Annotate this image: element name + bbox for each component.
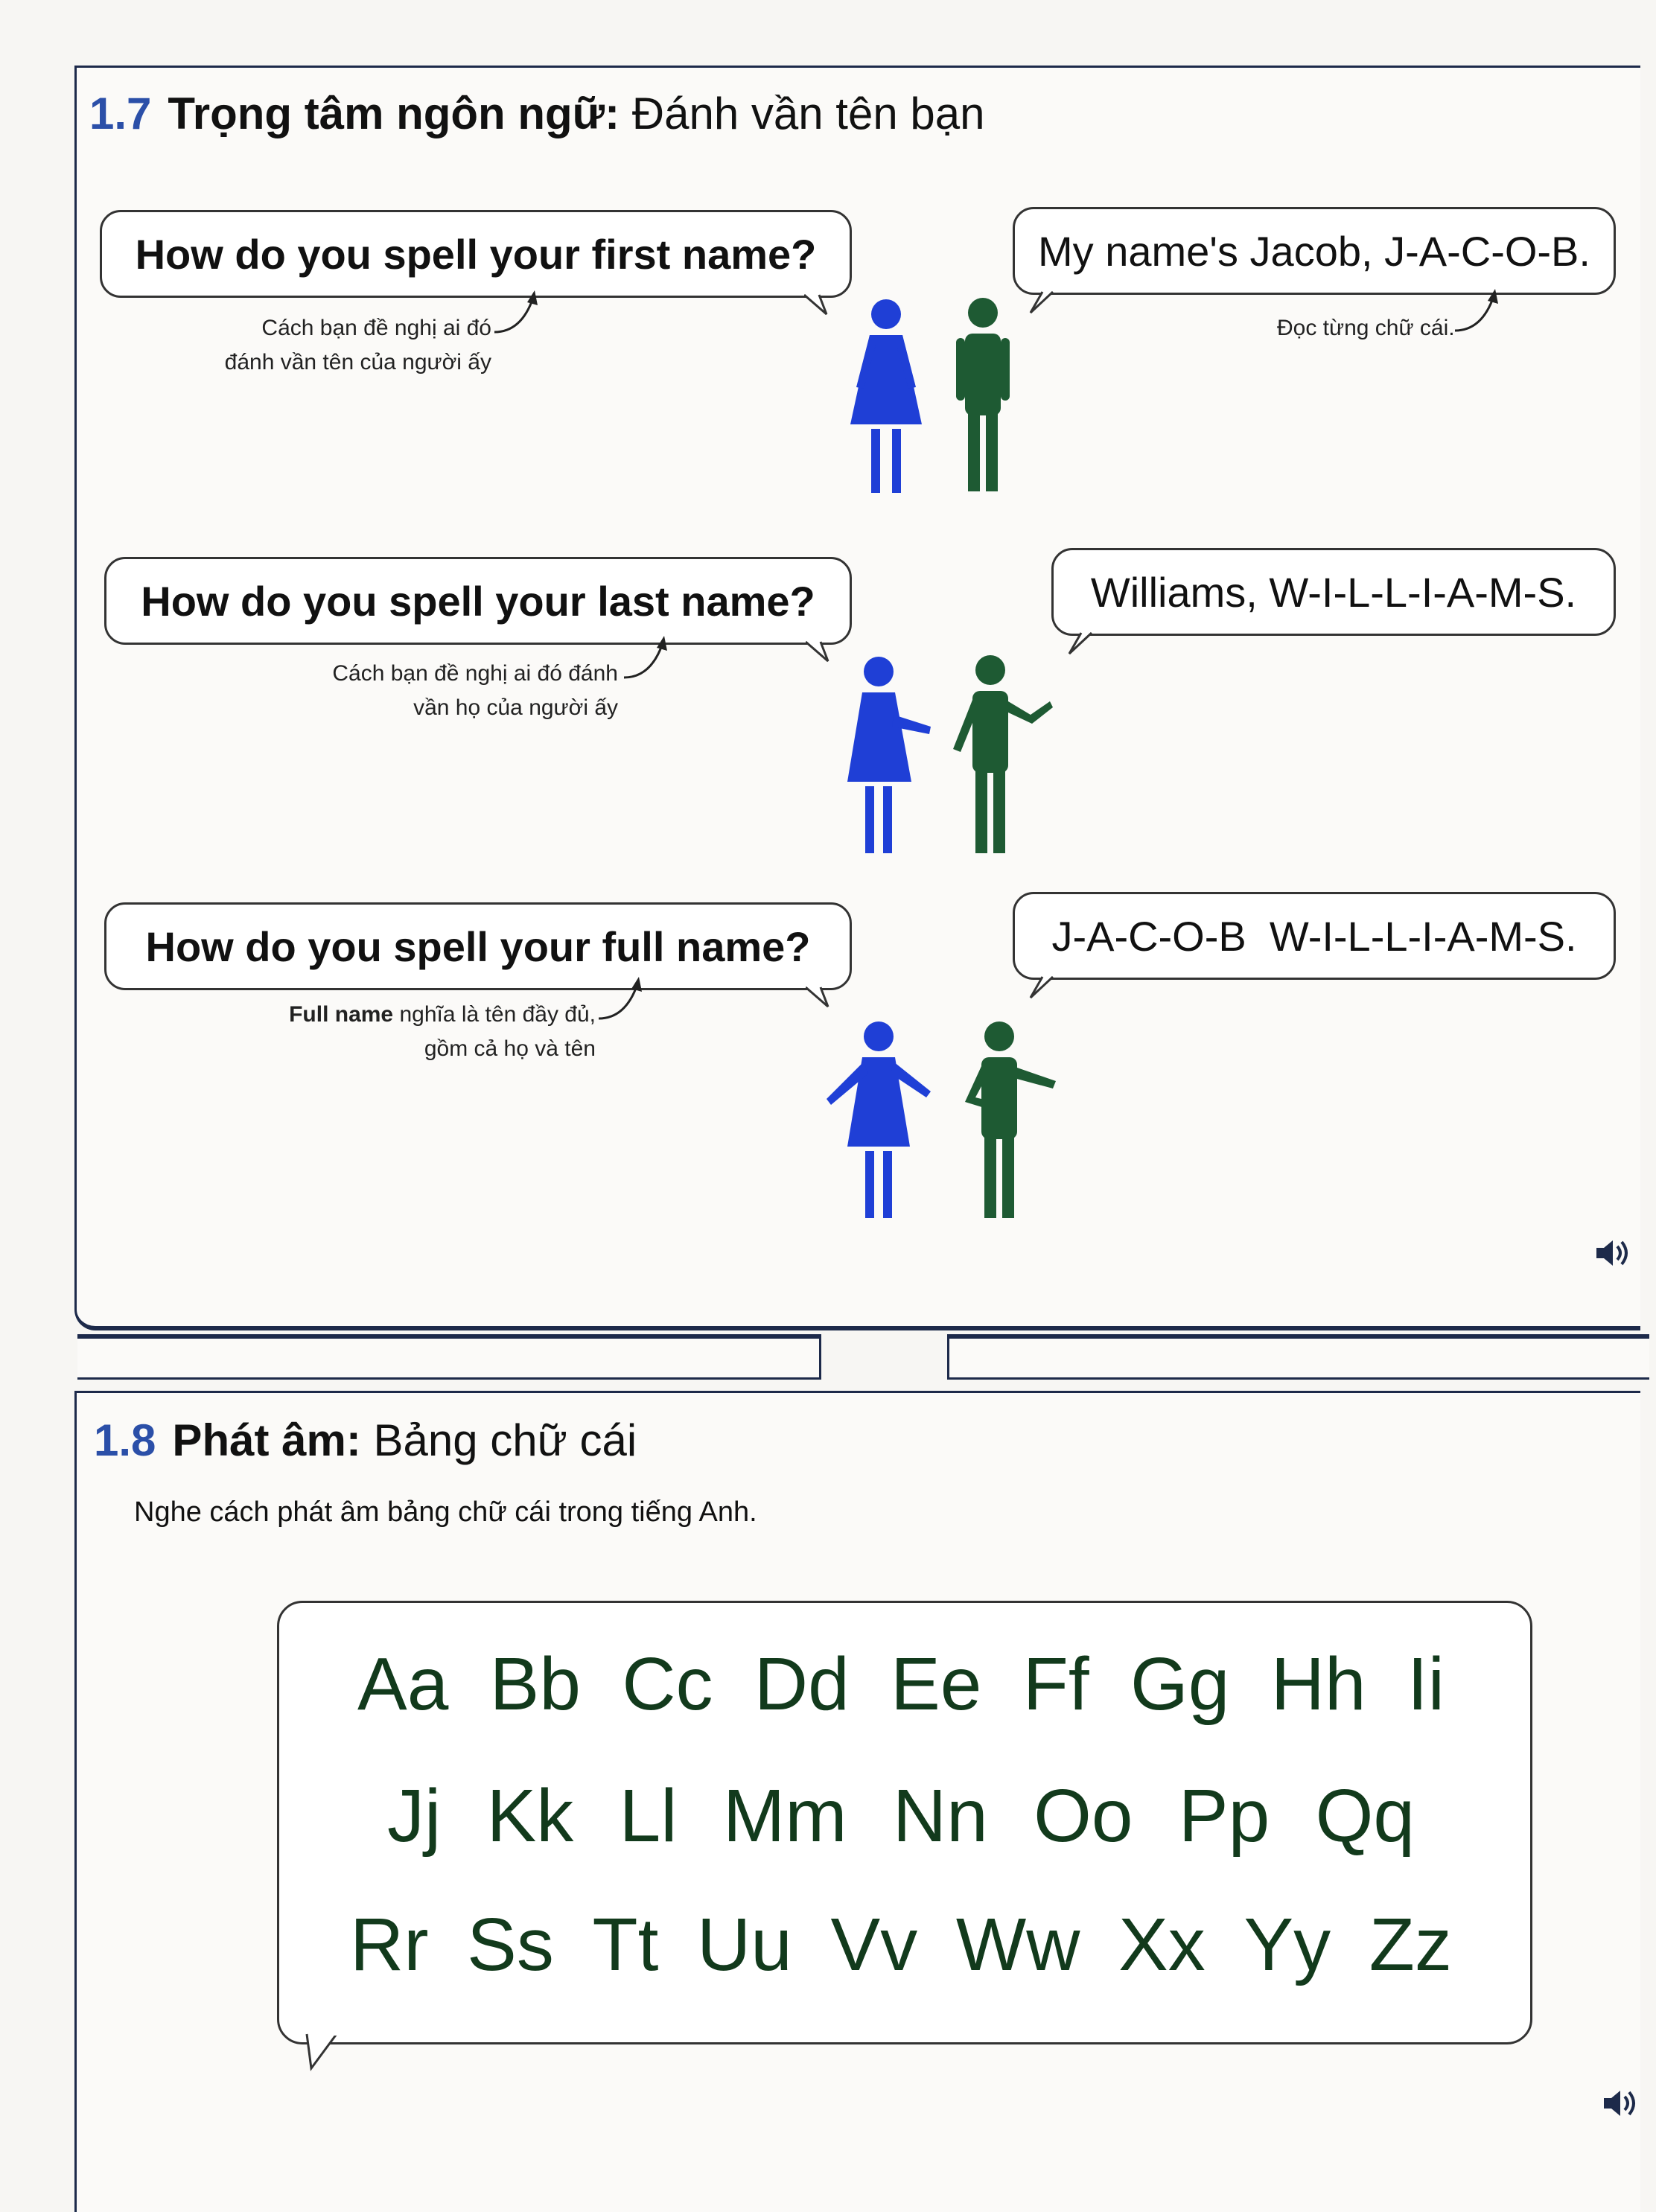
note-line: Cách bạn đề nghị ai đó đánh [332, 661, 618, 686]
section-title-bold: Trọng tâm ngôn ngữ: [168, 89, 620, 138]
section-1-7-title [89, 88, 984, 139]
note-line: đánh vần tên của người ấy [224, 350, 491, 374]
letter-pair-l: Ll [619, 1774, 678, 1858]
letter-pair-o: Oo [1034, 1774, 1133, 1858]
section-title-rest: Bảng chữ cái [373, 1415, 637, 1465]
letter-pair-f: Ff [1022, 1642, 1089, 1726]
letter-pair-c: Cc [622, 1642, 713, 1726]
letter-pair-q: Qq [1315, 1774, 1415, 1858]
letter-pair-m: Mm [722, 1774, 847, 1858]
note-arrow-icon [491, 283, 551, 342]
speaker-pair-1 [834, 298, 1035, 499]
question-bubble-first-name [100, 210, 852, 298]
section-number: 1.8 [94, 1415, 156, 1465]
alphabet-row-1 [357, 1642, 1445, 1727]
letter-pair-j: Jj [387, 1774, 442, 1858]
frame-divider-left [77, 1334, 821, 1380]
section-instruction: Nghe cách phát âm bảng chữ cái trong tiếng Anh. [134, 1497, 757, 1528]
letter-pair-h: Hh [1270, 1642, 1366, 1726]
man-figure-icon [965, 1021, 1056, 1218]
woman-figure-icon [847, 657, 931, 853]
question-note [283, 657, 618, 725]
letter-pair-z: Zz [1369, 1903, 1452, 1986]
letter-pair-d: Dd [754, 1642, 850, 1726]
woman-figure-icon [850, 299, 922, 493]
letter-pair-r: Rr [350, 1903, 429, 1986]
letter-pair-b: Bb [489, 1642, 581, 1726]
answer-note [1277, 311, 1455, 345]
letter-pair-w: Ww [955, 1903, 1080, 1986]
bubble-tail [804, 292, 834, 322]
letter-pair-k: Kk [486, 1774, 574, 1858]
note-line: gồm cả họ và tên [424, 1036, 596, 1061]
question-bubble-last-name [104, 557, 852, 645]
question-note [186, 311, 491, 380]
letter-pair-x: Xx [1118, 1903, 1206, 1986]
letter-pair-i: Ii [1407, 1642, 1445, 1726]
audio-speaker-icon[interactable] [1601, 2085, 1638, 2122]
bubble-tail [806, 984, 835, 1014]
answer-text: Williams, W-I-L-L-I-A-M-S. [1090, 568, 1577, 616]
man-figure-icon [956, 298, 1010, 491]
answer-text: J-A-C-O-B W-I-L-L-I-A-M-S. [1051, 912, 1577, 960]
frame-divider-right [947, 1334, 1649, 1380]
alphabet-row-3 [350, 1902, 1452, 1988]
note-line: Cách bạn đề nghị ai đó [261, 316, 491, 340]
letter-pair-t: Tt [592, 1903, 659, 1986]
alphabet-row-2 [387, 1773, 1415, 1859]
letter-pair-y: Yy [1243, 1903, 1331, 1986]
question-bubble-full-name [104, 902, 852, 990]
section-title-rest: Đánh vần tên bạn [631, 89, 985, 138]
question-text: How do you spell your first name? [135, 230, 817, 278]
question-note [253, 998, 596, 1066]
note-arrow-icon [1452, 281, 1512, 341]
letter-pair-u: Uu [697, 1903, 792, 1986]
letter-pair-n: Nn [892, 1774, 988, 1858]
letter-pair-v: Vv [830, 1903, 918, 1986]
woman-figure-icon [827, 1021, 931, 1218]
speaker-pair-2 [834, 655, 1057, 864]
letter-pair-g: Gg [1130, 1642, 1230, 1726]
question-text: How do you spell your full name? [145, 922, 811, 970]
letter-pair-s: Ss [467, 1903, 554, 1986]
answer-bubble-first-name [1013, 207, 1616, 295]
bubble-tail [1028, 974, 1057, 1004]
audio-speaker-icon[interactable] [1593, 1234, 1631, 1272]
bubble-tail [806, 639, 835, 669]
speaker-pair-3 [819, 1020, 1072, 1228]
section-title-bold: Phát âm: [172, 1415, 361, 1465]
answer-text: My name's Jacob, J-A-C-O-B. [1038, 227, 1590, 275]
note-line: Đọc từng chữ cái. [1277, 316, 1455, 340]
letter-pair-p: Pp [1178, 1774, 1270, 1858]
note-arrow-icon [621, 628, 681, 688]
question-text: How do you spell your last name? [141, 577, 815, 625]
letter-pair-a: Aa [357, 1642, 449, 1726]
answer-bubble-last-name [1051, 548, 1616, 636]
bubble-tail [304, 2033, 348, 2074]
note-bold: Full name [289, 1002, 394, 1027]
section-number: 1.7 [89, 89, 152, 138]
section-1-8-title [94, 1415, 637, 1466]
bubble-tail [1066, 630, 1096, 660]
answer-bubble-full-name [1013, 892, 1616, 980]
letter-pair-e: Ee [891, 1642, 982, 1726]
note-arrow-icon [596, 969, 655, 1029]
note-line: nghĩa là tên đầy đủ, [393, 1002, 596, 1027]
man-figure-icon [953, 655, 1053, 853]
note-line: vần họ của người ấy [413, 695, 618, 720]
